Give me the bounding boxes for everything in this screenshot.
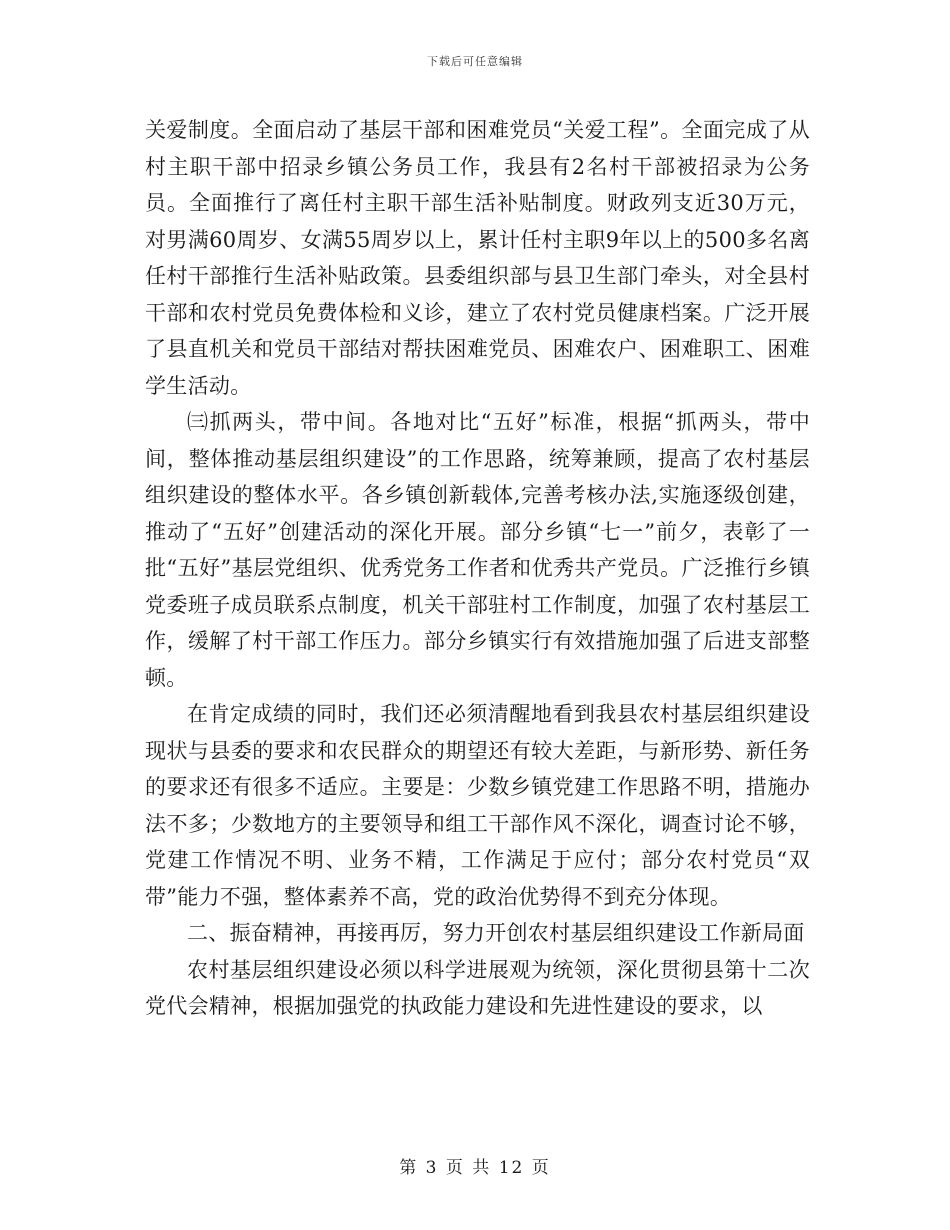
- paragraph-4: 农村基层组织建设必须以科学进展观为统领，深化贯彻县第十二次党代会精神，根据加强党的执政能力建设和先进性建设的要求，以: [145, 957, 810, 1018]
- document-body: [145, 112, 810, 1025]
- paragraph-2: ㈢抓两头，带中间。各地对比“五好”标准，根据“抓两头，带中间，整体推动基层组织建设”的工作思路，统筹兼顾，提高了农村基层组织建设的整体水平。各乡镇创新载体,完善考核办法,实施逐级创建，推动了“五好”创建活动的深化开展。部分乡镇“七一”前夕，表彰了一批“五好”基层党组织、优秀党务工作者和优秀共产党员。广泛推行乡镇党委班子成员联系点制度，机关干部驻村工作制度，加强了农村基层工作，缓解了村干部工作压力。部分乡镇实行有效措施加强了后进支部整顿。: [145, 410, 810, 690]
- paragraph-3: 在肯定成绩的同时，我们还必须清醒地看到我县农村基层组织建设现状与县委的要求和农民群众的期望还有较大差距，与新形势、新任务的要求还有很多不适应。主要是：少数乡镇党建工作思路不明，措施办法不多；少数地方的主要领导和组工干部作风不深化，调查讨论不够，党建工作情况不明、业务不精，工作满足于应付；部分农村党员“双带”能力不强，整体素养不高，党的政治优势得不到充分体现。: [145, 702, 810, 909]
- section-heading: 二、振奋精神，再接再厉，努力开创农村基层组织建设工作新局面: [187, 921, 805, 945]
- header-note: 下载后可任意编辑: [427, 55, 523, 68]
- page-number: 第 3 页 共 12 页: [399, 1158, 551, 1178]
- paragraph-1: 关爱制度。全面启动了基层干部和困难党员“关爱工程”。全面完成了从村主职干部中招录乡镇公务员工作，我县有2名村干部被招录为公务员。全面推行了离任村主职干部生活补贴制度。财政列支近30万元，对男满60周岁、女满55周岁以上，累计任村主职9年以上的500多名离任村干部推行生活补贴政策。县委组织部与县卫生部门牵头，对全县村干部和农村党员免费体检和义诊，建立了农村党员健康档案。广泛开展了县直机关和党员干部结对帮扶困难党员、困难农户、困难职工、困难学生活动。: [145, 118, 810, 398]
